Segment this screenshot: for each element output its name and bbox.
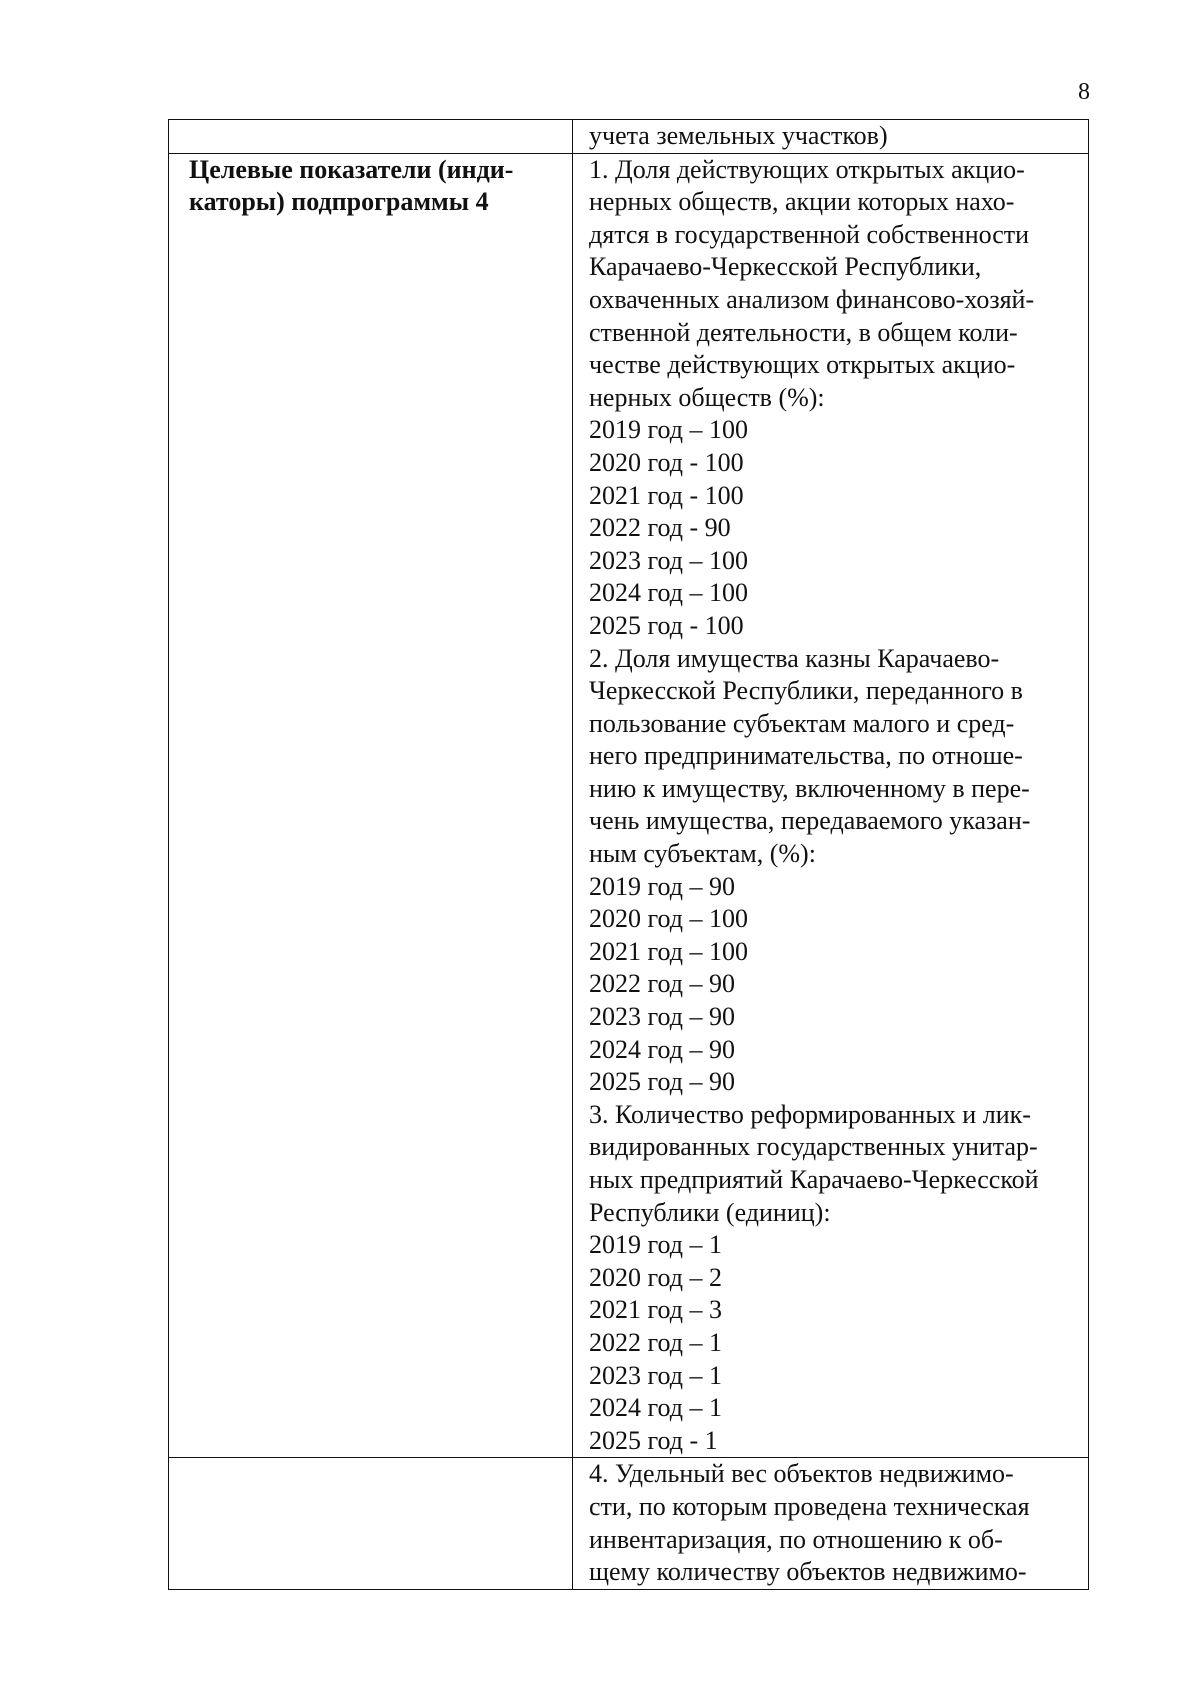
text-line: 2022 год – 1 xyxy=(589,1327,722,1357)
text-line: 2020 год - 100 xyxy=(589,447,744,477)
text-line: 2. Доля имущества казны Карачаево- xyxy=(589,643,1000,673)
text-line: 2023 год – 90 xyxy=(589,1002,735,1032)
text-line: щему количеству объектов недвижимо- xyxy=(589,1557,1027,1587)
text-line: 3. Количество реформированных и лик- xyxy=(589,1099,1031,1129)
text-line: нерных обществ, акции которых нахо- xyxy=(589,187,1015,217)
text-line: нерных обществ (%): xyxy=(589,382,825,412)
text-line: ным субъектам, (%): xyxy=(589,839,816,869)
text-line: пользование субъектам малого и сред- xyxy=(589,708,1015,738)
text-line: инвентаризация, по отношению к об- xyxy=(589,1524,1003,1554)
text-line: 2024 год – 100 xyxy=(589,578,748,608)
text-line: Черкесской Республики, переданного в xyxy=(589,676,1023,706)
text-line: 2025 год – 90 xyxy=(589,1067,735,1097)
text-line: 2019 год – 100 xyxy=(589,415,748,445)
text-line: видированных государственных унитар- xyxy=(589,1132,1038,1162)
table-cell-continuation xyxy=(573,120,1089,154)
page-number: 8 xyxy=(1078,79,1090,105)
text-line: 2020 год – 100 xyxy=(589,904,748,934)
text-line: 2019 год – 90 xyxy=(589,871,735,901)
text-line: 2020 год – 2 xyxy=(589,1262,722,1292)
text-line: 2025 год - 1 xyxy=(589,1425,718,1455)
text-line: ных предприятий Карачаево-Черкесской xyxy=(589,1165,1039,1194)
table-row xyxy=(169,153,1089,1458)
text-line: 2021 год – 3 xyxy=(589,1295,722,1325)
indicators-list xyxy=(573,153,1089,1458)
text-line: Целевые показатели (инди- xyxy=(189,154,514,184)
row-heading-target-indicators xyxy=(169,153,573,1458)
text-line: 2023 год – 1 xyxy=(589,1360,722,1390)
text-line: Карачаево-Черкесской Республики, xyxy=(589,252,982,282)
table-row xyxy=(169,120,1089,154)
text-line: 2023 год – 100 xyxy=(589,545,748,575)
text-line: ственной деятельности, в общем коли- xyxy=(589,317,1018,347)
text-line: него предпринимательства, по отноше- xyxy=(589,741,1023,771)
text-line: охваченных анализом финансово-хозяй- xyxy=(589,284,1035,314)
table-cell-empty xyxy=(169,120,573,154)
text-line: 1. Доля действующих открытых акцио- xyxy=(589,154,1025,184)
text-line: 2024 год – 90 xyxy=(589,1034,735,1064)
text-line: каторы) подпрограммы 4 xyxy=(189,187,489,217)
text-line: 2022 год - 90 xyxy=(589,513,731,543)
text-line: чень имущества, передаваемого указан- xyxy=(589,806,1031,836)
text-line: 2022 год – 90 xyxy=(589,969,735,999)
table-cell-empty xyxy=(169,1458,573,1589)
text-line: 2021 год - 100 xyxy=(589,480,744,510)
text-line: 2024 год – 1 xyxy=(589,1393,722,1423)
table-row xyxy=(169,1458,1089,1589)
text-line: Республики (единиц): xyxy=(589,1197,831,1227)
indicators-table xyxy=(168,119,1089,1590)
text-line: 2025 год - 100 xyxy=(589,610,744,640)
text-line: сти, по которым проведена техническая xyxy=(589,1491,1030,1521)
text-line: 4. Удельный вес объектов недвижимо- xyxy=(589,1459,1014,1489)
indicators-list-continued xyxy=(573,1458,1089,1589)
text-line: 2019 год – 1 xyxy=(589,1230,722,1260)
text-line: 2021 год – 100 xyxy=(589,936,748,966)
text-line: честве действующих открытых акцио- xyxy=(589,350,1016,380)
text-line: дятся в государственной собственности xyxy=(589,219,1030,249)
text-line: учета земельных участков) xyxy=(589,121,888,150)
text-line: нию к имуществу, включенному в пере- xyxy=(589,773,1030,803)
